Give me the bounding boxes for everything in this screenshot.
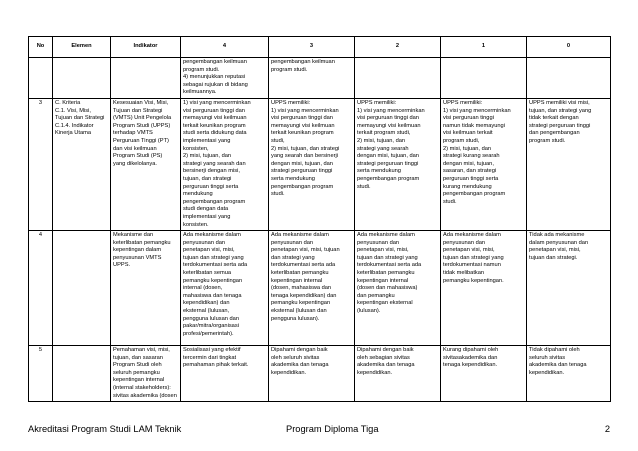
cell-score-1 [441,58,527,99]
header-score-2: 2 [355,37,441,58]
cell-no: 4 [29,231,53,346]
cell-score-3: Dipahami dengan baik oleh seluruh sivitas akademika dan tenaga kependidikan. [269,346,355,402]
cell-no: 3 [29,99,53,231]
cell-score-1: Ada mekanisme dalam penyusunan dan penetapan visi, misi, tujuan dan strategi yang terdokumentasi namun tidak melibatkan pemangku kepentingan. [441,231,527,346]
page-number: 2 [604,424,610,434]
cell-no [29,58,53,99]
table-row [29,99,611,231]
cell-score-2: Dipahami dengan baik oleh sebagian sivitas akademika dan tenaga kependidikan. [355,346,441,402]
cell-elemen: C. Kriteria C.1. Visi, Misi, Tujuan dan Strategi C.1.4. Indikator Kinerja Utama [53,99,111,231]
cell-score-4: 1) visi yang mencerminkan visi perguruan tinggi dan memayungi visi keilmuan terkait keunikan program studi serta didukung data implementasi yang konsisten, 2) misi, tujuan, dan strategi yang searah dan bersinerji dengan misi, tujuan, dan strategi perguruan tinggi serta mendukung pengembangan program studi dengan data implementasi yang konsisten. [181,99,269,231]
cell-score-2 [355,58,441,99]
cell-score-0 [527,58,611,99]
table-row [29,231,611,346]
header-elemen: Elemen [53,37,111,58]
page-footer [28,423,610,437]
footer-document-title: Akreditasi Program Studi LAM Teknik [28,424,182,434]
assessment-rubric-table [28,36,611,402]
cell-score-3: pengembangan keilmuan program studi. [269,58,355,99]
cell-score-3: Ada mekanisme dalam penyusunan dan penetapan visi, misi, tujuan dan strategi yang terdokumentasi serta ada keterlibatan pemangku kepentingan internal (dosen, mahasiswa dan tenaga kependidikan) dan pemangku kepentingan eksternal (lulusan dan pengguna lulusan). [269,231,355,346]
cell-indikator: Pemahaman visi, misi, tujuan, dan sasaran Program Studi oleh seluruh pemangku kepentingan internal (internal stakeholders): sivitas akademika (dosen [111,346,181,402]
cell-elemen [53,346,111,402]
header-no: No [29,37,53,58]
table-header-row [29,37,611,58]
cell-score-4: pengembangan keilmuan program studi. 4) menunjukkan reputasi sebagai rujukan di bidang keilmuannya. [181,58,269,99]
cell-score-3: UPPS memiliki: 1) visi yang mencerminkan visi perguruan tinggi dan memayungi visi keilmuan terkait keunikan program studi, 2) misi, tujuan, dan strategi yang searah dan bersinerji dengan misi, tujuan, dan strategi perguruan tinggi serta mendukung pengembangan program studi. [269,99,355,231]
footer-program-name: Program Diploma Tiga [286,424,379,434]
cell-elemen [53,231,111,346]
cell-score-0: UPPS memiliki visi misi, tujuan, dan strategi yang tidak terkait dengan strategi perguruan tinggi dan pengembangan program studi. [527,99,611,231]
table-row [29,346,611,402]
cell-score-4: Ada mekanisme dalam penyusunan dan penetapan visi, misi, tujuan dan strategi yang terdokumentasi serta ada keterlibatan semua pemangku kepentingan internal (dosen, mahasiswa dan tenaga kependidikan) dan eksternal (lulusan, pengguna lulusan dan pakar/mitra/organisasi profesi/pemerintah). [181,231,269,346]
cell-indikator [111,58,181,99]
cell-score-1: UPPS memiliki: 1) visi yang mencerminkan visi perguruan tinggi namun tidak memayungi visi keilmuan terkait program studi, 2) misi, tujuan, dan strategi kurang searah dengan misi, tujuan, sasaran, dan strategi perguruan tinggi serta kurang mendukung pengembangan program studi. [441,99,527,231]
cell-score-2: Ada mekanisme dalam penyusunan dan penetapan visi, misi, tujuan dan strategi yang terdokumentasi serta ada keterlibatan pemangku kepentingan internal (dosen dan mahasiswa) dan pemangku kepentingan eksternal (lulusan). [355,231,441,346]
header-score-4: 4 [181,37,269,58]
header-score-0: 0 [527,37,611,58]
cell-no: 5 [29,346,53,402]
cell-elemen [53,58,111,99]
cell-score-0: Tidak ada mekanisme dalam penyusunan dan penetapan visi, misi, tujuan dan strategi. [527,231,611,346]
cell-score-1: Kurang dipahami oleh sivitasakademika dan tenaga kependidikan. [441,346,527,402]
cell-score-2: UPPS memiliki: 1) visi yang mencerminkan visi perguruan tinggi dan memayungi visi keilmuan terkait program studi, 2) misi, tujuan, dan strategi yang searah dengan misi, tujuan, dan strategi perguruan tinggi serta mendukung pengembangan program studi. [355,99,441,231]
table-row [29,58,611,99]
header-score-3: 3 [269,37,355,58]
cell-score-4: Sosialisasi yang efektif tercermin dari tingkat pemahaman pihak terkait. [181,346,269,402]
cell-indikator: Mekanisme dan keterlibatan pemangku kepentingan dalam penyusunan VMTS UPPS. [111,231,181,346]
header-score-1: 1 [441,37,527,58]
cell-score-0: Tidak dipahami oleh seluruh sivitas akademika dan tenaga kependidikan. [527,346,611,402]
cell-indikator: Kesesuaian Visi, Misi, Tujuan dan Strategi (VMTS) Unit Pengelola Program Studi (UPPS) terhadap VMTS Perguruan Tinggi (PT) dan visi keilmuan Program Studi (PS) yang dikelolanya. [111,99,181,231]
header-indikator: Indikator [111,37,181,58]
